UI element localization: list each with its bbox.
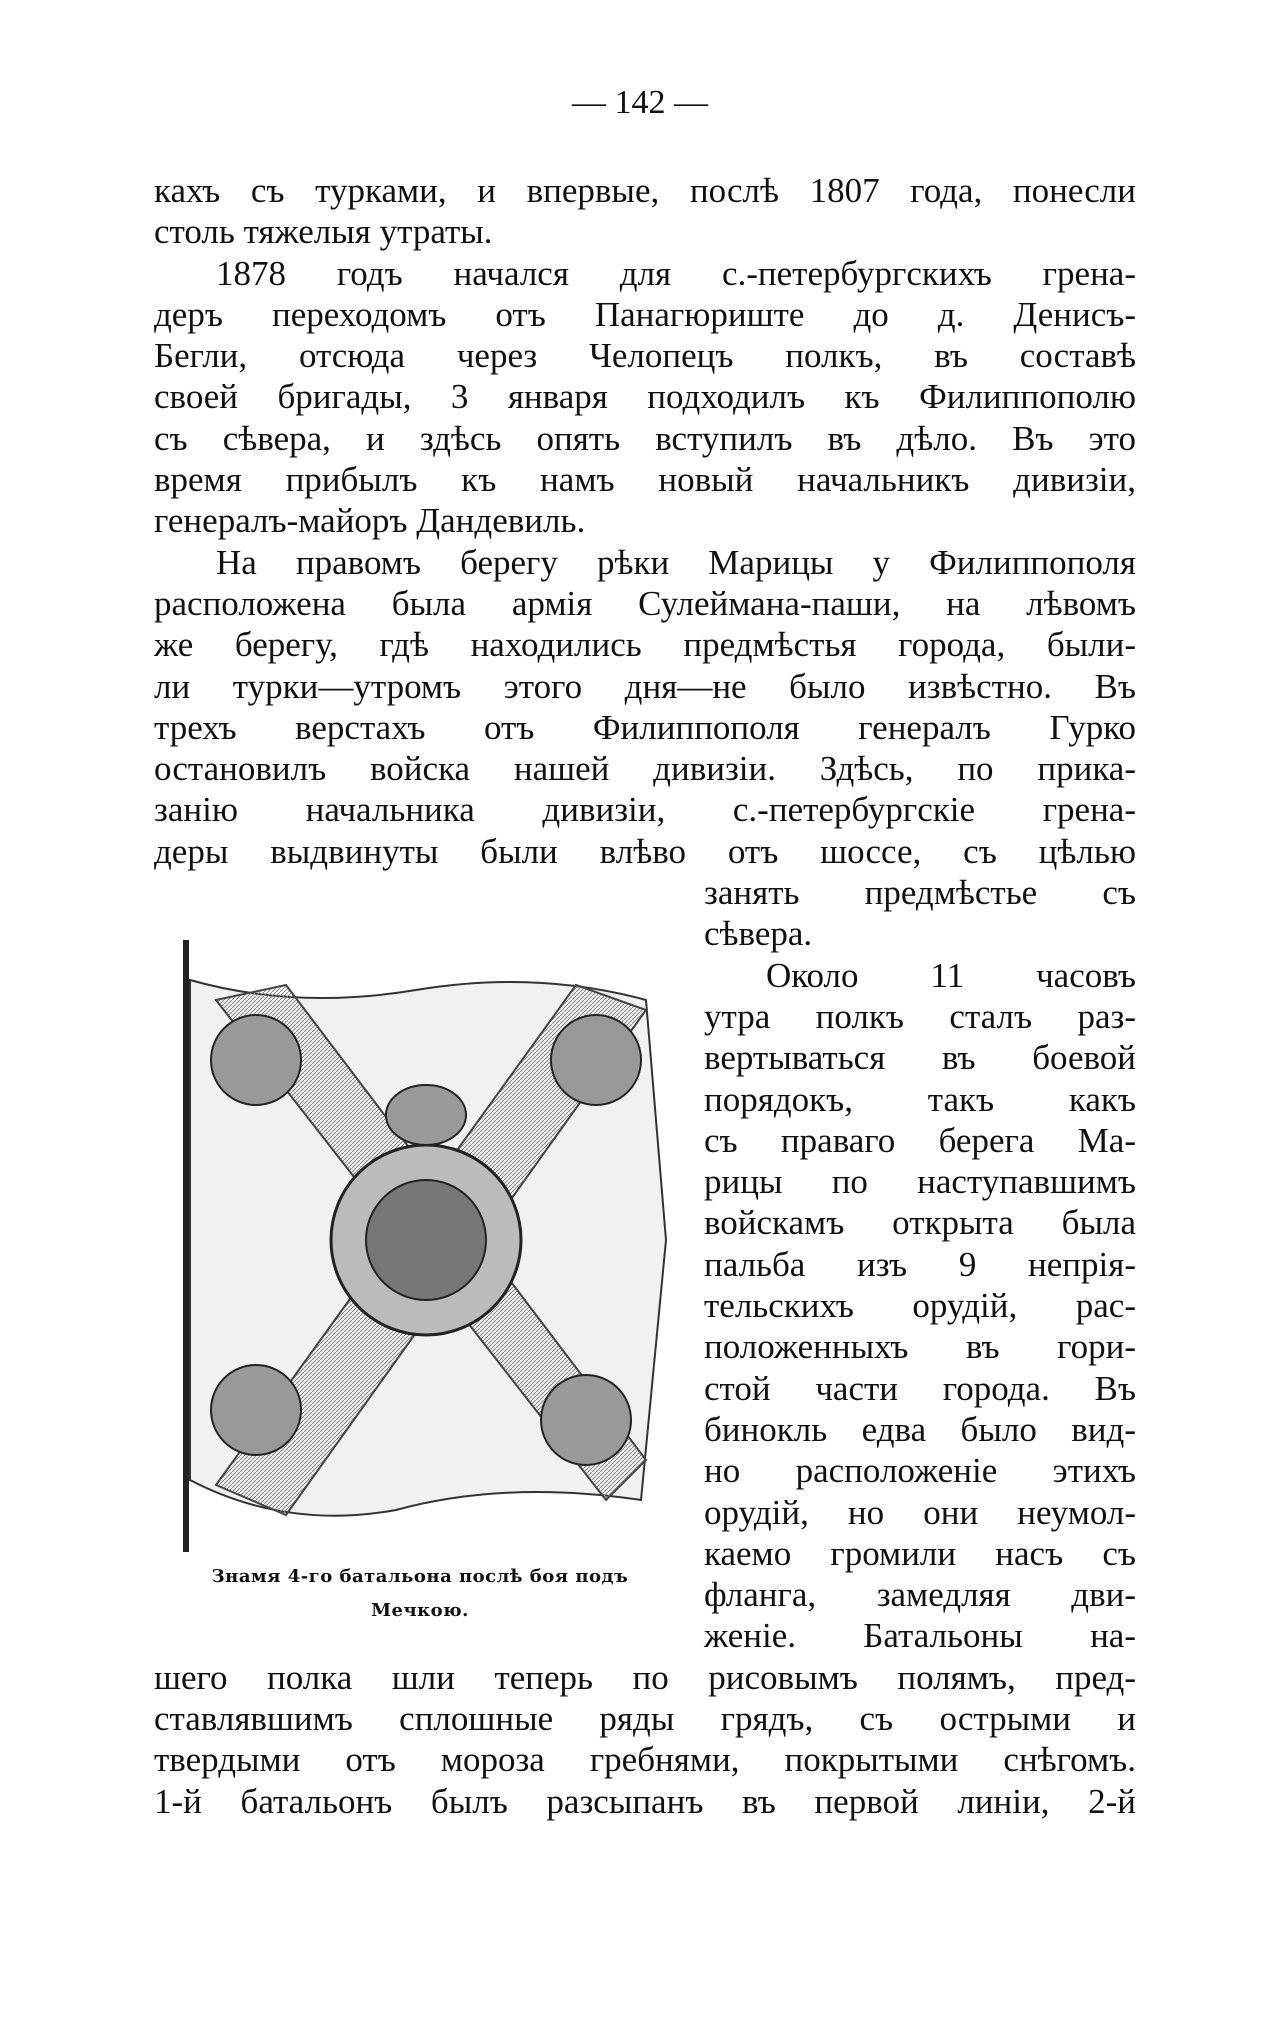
flag-crown bbox=[386, 1085, 466, 1145]
text-line: фланга, замедляя дви- bbox=[704, 1575, 1136, 1615]
text-line: Бегли, отсюда через Челопецъ полкъ, въ составѣ bbox=[154, 336, 1136, 376]
text-line: тельскихъ орудій, рас- bbox=[704, 1286, 1136, 1326]
text-line: женіе. Батальоны на- bbox=[704, 1616, 1136, 1656]
text-line: съ сѣвера, и здѣсь опять вступилъ въ дѣло. Въ это bbox=[154, 418, 1136, 458]
text-line: ли турки—утромъ этого дня—не было извѣстно. Въ bbox=[154, 666, 1136, 706]
text-line: Около 11 часовъ bbox=[766, 955, 1136, 995]
text-line: своей бригады, 3 января подходилъ къ Филиппополю bbox=[154, 377, 1136, 417]
text-line: рицы по наступавшимъ bbox=[704, 1162, 1136, 1202]
text-line: остановилъ войска нашей дивизіи. Здѣсь, по прика- bbox=[154, 749, 1136, 789]
text-line: но расположеніе этихъ bbox=[704, 1451, 1136, 1491]
text-line: занять предмѣстье съ bbox=[704, 873, 1136, 913]
text-line: На правомъ берегу рѣки Марицы у Филиппополя bbox=[216, 542, 1136, 582]
text-line: стой части города. Въ bbox=[704, 1368, 1136, 1408]
text-line: сѣвера. bbox=[704, 914, 813, 954]
flag-corner-monogram bbox=[541, 1375, 631, 1465]
text-line: вертываться въ боевой bbox=[704, 1038, 1136, 1078]
text-line: порядокъ, такъ какъ bbox=[704, 1079, 1136, 1119]
text-line: кахъ съ турками, и впервые, послѣ 1807 года, понесли bbox=[154, 171, 1136, 210]
text-line: войскамъ открыта была bbox=[704, 1203, 1136, 1243]
page-number: — 142 — bbox=[572, 84, 708, 121]
text-line: положенныхъ въ гори- bbox=[704, 1327, 1136, 1367]
text-line: шего полка шли теперь по рисовымъ полямъ, пред- bbox=[154, 1657, 1136, 1697]
text-line: расположена была армія Сулеймана-паши, на лѣвомъ bbox=[154, 583, 1136, 623]
flag-corner-monogram bbox=[211, 1015, 301, 1105]
text-line: орудій, но они неумол- bbox=[704, 1492, 1136, 1532]
text-line: столь тяжелыя утраты. bbox=[154, 212, 493, 252]
text-line: 1-й батальонъ былъ разсыпанъ въ первой линіи, 2-й bbox=[154, 1781, 1136, 1821]
flag-corner-monogram bbox=[211, 1365, 301, 1455]
text-line: каемо громили насъ съ bbox=[704, 1533, 1136, 1573]
text-line: деръ переходомъ отъ Панагюриште до д. Денисъ- bbox=[154, 294, 1136, 334]
caption-line-2: Мечкою. bbox=[371, 1600, 469, 1621]
text-line: бинокль едва было вид- bbox=[704, 1409, 1136, 1449]
text-line: съ праваго берега Ма- bbox=[704, 1120, 1136, 1160]
figure-caption bbox=[160, 1560, 680, 1628]
text-line: занію начальника дивизіи, с.-петербургскіе грена- bbox=[154, 790, 1136, 830]
flag-corner-monogram bbox=[551, 1015, 641, 1105]
text-line: 1878 годъ начался для с.-петербургскихъ грена- bbox=[216, 253, 1136, 293]
flag-illustration bbox=[176, 940, 676, 1552]
text-line: генералъ-майоръ Дандевиль. bbox=[154, 501, 586, 541]
text-line: же берегу, гдѣ находились предмѣстья города, были- bbox=[154, 625, 1136, 665]
text-line: утра полкъ сталъ раз- bbox=[704, 996, 1136, 1036]
text-line: твердыми отъ мороза гребнями, покрытыми снѣгомъ. bbox=[154, 1740, 1136, 1780]
text-line: ставлявшимъ сплошные ряды грядъ, съ острыми и bbox=[154, 1698, 1136, 1738]
text-line: пальба изъ 9 непрія- bbox=[704, 1244, 1136, 1284]
text-line: трехъ верстахъ отъ Филиппополя генералъ Гурко bbox=[154, 707, 1136, 747]
text-line: время прибылъ къ намъ новый начальникъ дивизіи, bbox=[154, 460, 1136, 500]
text-line: деры выдвинуты были влѣво отъ шоссе, съ цѣлью bbox=[154, 831, 1136, 871]
caption-line-1: Знамя 4-го батальона послѣ боя подъ bbox=[211, 1566, 629, 1587]
